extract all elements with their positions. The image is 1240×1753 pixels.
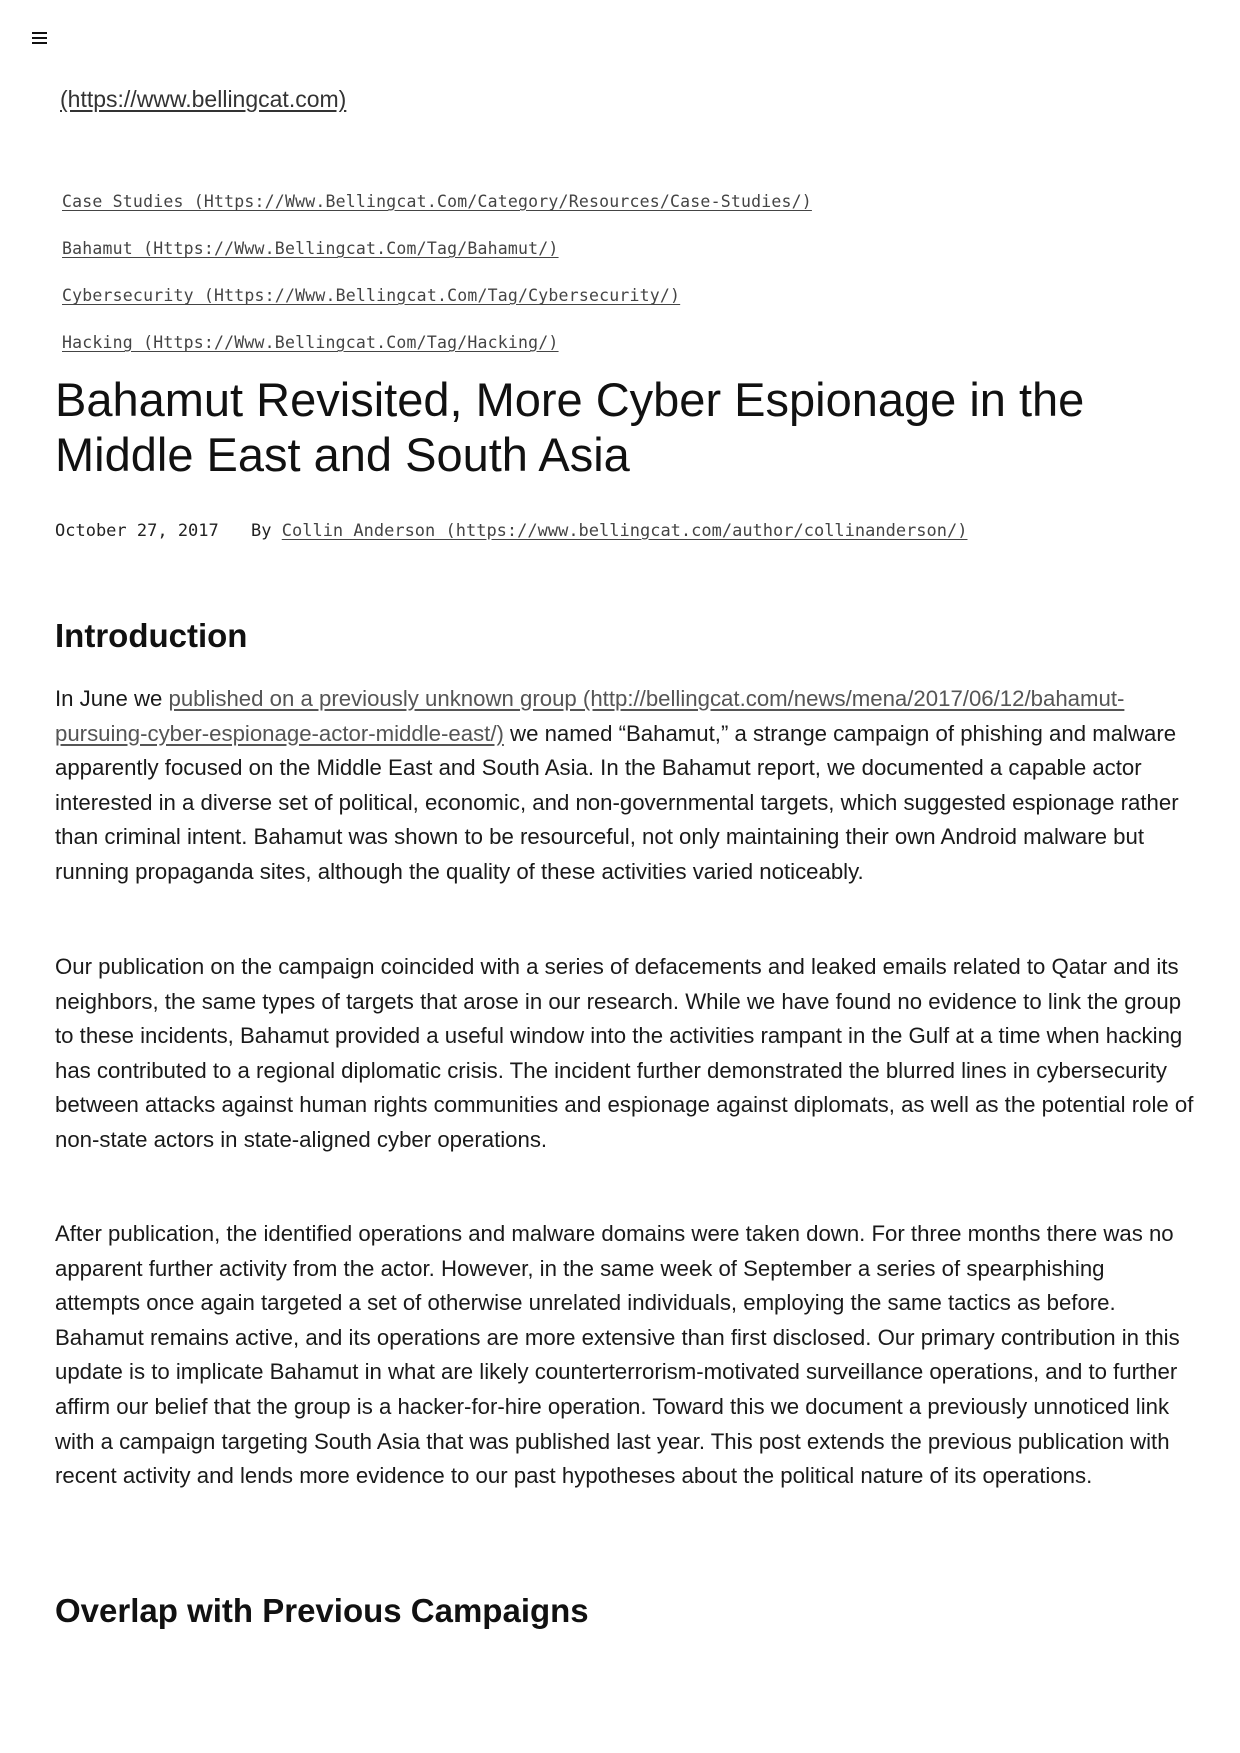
tag-item: [62, 239, 812, 286]
byline-label: By: [251, 521, 272, 541]
tag-hacking-link[interactable]: Hacking (Https://Www.Bellingcat.Com/Tag/Hacking/): [62, 333, 559, 352]
author-link[interactable]: Collin Anderson (https://www.bellingcat.com/author/collinanderson/): [281, 521, 968, 541]
menu-bar: [32, 37, 47, 39]
tag-bahamut-link[interactable]: Bahamut (Https://Www.Bellingcat.Com/Tag/Bahamut/): [62, 239, 559, 258]
tag-list: [62, 192, 812, 380]
overlap-heading: Overlap with Previous Campaigns: [55, 1592, 589, 1629]
hamburger-menu-icon[interactable]: [32, 32, 47, 44]
tag-case-studies-link[interactable]: Case Studies (Https://Www.Bellingcat.Com/Category/Resources/Case-Studies/): [62, 192, 812, 211]
tag-item: [62, 192, 812, 239]
paragraph-text: we named “Bahamut,” a strange campaign of phishing and malware apparently focused on the Middle East and South Asia. In the Bahamut report, we documented a capable actor interested in a diverse set of political, economic, and non-governmental targets, which suggested espionage rather than criminal intent. Bahamut was shown to be resourceful, not only maintaining their own Android malware but running propaganda sites, although the quality of these activities varied noticeably.: [55, 720, 1179, 884]
introduction-heading: Introduction: [55, 617, 248, 654]
site-home-link[interactable]: (https://www.bellingcat.com): [60, 86, 347, 112]
menu-bar: [32, 32, 47, 34]
previous-report-link[interactable]: published on a previously unknown group (http://bellingcat.com/news/mena/2017/06/12/bahamut-pursuing-cyber-espionage-actor-middle-east/): [55, 686, 1125, 746]
article-title: Bahamut Revisited, More Cyber Espionage in the Middle East and South Asia: [55, 373, 1085, 481]
intro-paragraph-3: After publication, the identified operations and malware domains were taken down. For three months there was no apparent further activity from the actor. However, in the same week of September a series of spearphishing attempts once again targeted a set of otherwise unrelated individuals, employing the same tactics as before. Bahamut remains active, and its operations are more extensive than first disclosed. Our primary contribution in this update is to implicate Bahamut in what are likely counterterrorism-motivated surveillance operations, and to further affirm our belief that the group is a hacker-for-hire operation. Toward this we document a previously unnoticed link with a campaign targeting South Asia that was published last year. This post extends the previous publication with recent activity and lends more evidence to our past hypotheses about the political nature of its operations.: [55, 1221, 1180, 1489]
menu-bar: [32, 42, 47, 44]
article-meta: [55, 521, 968, 541]
tag-cybersecurity-link[interactable]: Cybersecurity (Https://Www.Bellingcat.Com/Tag/Cybersecurity/): [62, 286, 681, 305]
publish-date: October 27, 2017: [55, 521, 219, 541]
intro-paragraph-2: Our publication on the campaign coincided with a series of defacements and leaked emails related to Qatar and its neighbors, the same types of targets that arose in our research. While we have found no evidence to link the group to these incidents, Bahamut provided a useful window into the activities rampant in the Gulf at a time when hacking has contributed to a regional diplomatic crisis. The incident further demonstrated the blurred lines in cybersecurity between attacks against human rights communities and espionage against diplomats, as well as the potential role of non-state actors in state-aligned cyber operations.: [55, 954, 1194, 1152]
intro-paragraph-1: [55, 682, 1195, 890]
paragraph-text: In June we: [55, 686, 169, 711]
tag-item: [62, 286, 812, 333]
